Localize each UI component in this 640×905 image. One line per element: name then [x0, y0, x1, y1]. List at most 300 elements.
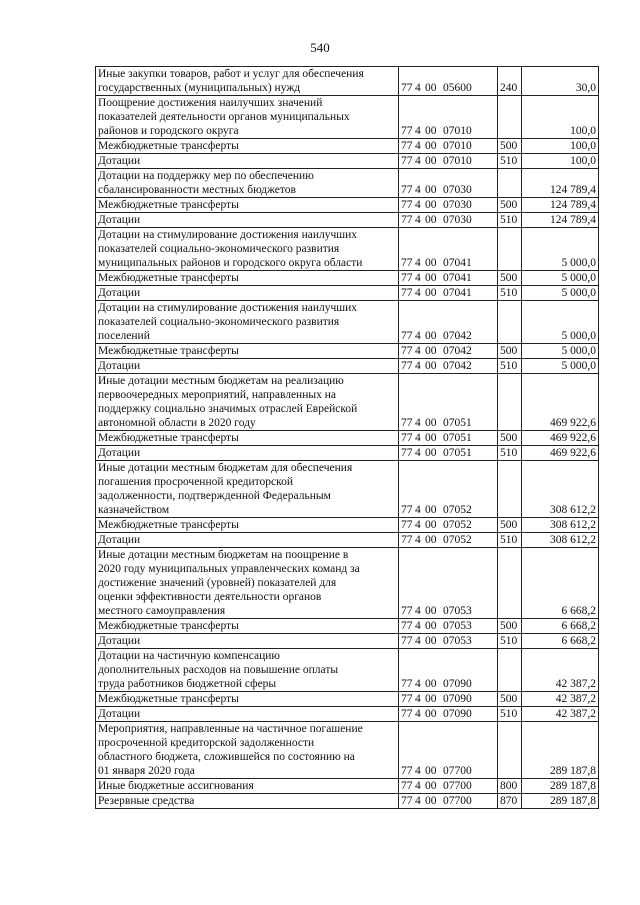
row-name	[96, 548, 399, 619]
row-code	[399, 518, 498, 533]
row-name-line: Иные дотации местным бюджетам на поощрение в	[98, 549, 349, 561]
row-code-part: 4	[415, 272, 421, 284]
row-code-part: 4	[415, 360, 421, 372]
table-row	[96, 344, 599, 359]
row-name	[96, 446, 399, 461]
row-code-part: 07042	[443, 330, 472, 342]
row-sum: 5 000,0	[522, 271, 599, 286]
row-code-part: 00	[425, 345, 437, 357]
row-code-part: 07030	[443, 199, 472, 211]
row-name-line: достижение значений (уровней) показателей для	[98, 577, 337, 589]
table-row	[96, 619, 599, 634]
table-row	[96, 286, 599, 301]
row-name-line: Иные бюджетные ассигнования	[98, 780, 254, 792]
row-sum: 6 668,2	[522, 548, 599, 619]
row-name-line: Межбюджетные трансферты	[98, 432, 239, 444]
row-code-part: 77	[401, 795, 413, 807]
row-code-part: 77	[401, 184, 413, 196]
table-row	[96, 169, 599, 198]
row-code-part: 07041	[443, 257, 472, 269]
row-name-line: показателей социально-экономического развития	[98, 243, 340, 255]
row-code-part: 07090	[443, 693, 472, 705]
row-name-line: областного бюджета, сложившейся по состоянию на	[98, 751, 355, 763]
row-sum: 5 000,0	[522, 359, 599, 374]
row-code-part: 00	[425, 214, 437, 226]
row-name-line: Дотации	[98, 214, 141, 226]
row-code-part: 00	[425, 765, 437, 777]
row-code-part: 4	[415, 184, 421, 196]
row-code	[399, 359, 498, 374]
row-name-line: просроченной кредиторской задолженности	[98, 737, 315, 749]
row-expense-type	[498, 548, 522, 619]
row-expense-type: 870	[498, 794, 522, 809]
row-name	[96, 692, 399, 707]
row-name-line: Дотации	[98, 155, 141, 167]
row-code-part: 07051	[443, 432, 472, 444]
row-code-part: 07053	[443, 620, 472, 632]
table-row	[96, 518, 599, 533]
row-code-part: 4	[415, 519, 421, 531]
row-name	[96, 619, 399, 634]
row-code-part: 77	[401, 155, 413, 167]
row-code-part: 07090	[443, 708, 472, 720]
budget-table-body	[96, 67, 599, 809]
row-name	[96, 67, 399, 96]
row-code-part: 4	[415, 257, 421, 269]
row-code-part: 77	[401, 287, 413, 299]
row-expense-type: 500	[498, 619, 522, 634]
row-code-part: 00	[425, 330, 437, 342]
row-expense-type: 510	[498, 286, 522, 301]
row-name	[96, 461, 399, 518]
row-code	[399, 344, 498, 359]
row-code-part: 07042	[443, 345, 472, 357]
row-name	[96, 228, 399, 271]
row-expense-type: 240	[498, 67, 522, 96]
row-expense-type: 500	[498, 139, 522, 154]
table-row	[96, 707, 599, 722]
row-code-part: 00	[425, 155, 437, 167]
row-sum: 469 922,6	[522, 431, 599, 446]
row-sum: 469 922,6	[522, 446, 599, 461]
row-code-part: 4	[415, 82, 421, 94]
row-name	[96, 518, 399, 533]
row-code	[399, 374, 498, 431]
row-name-line: погашения просроченной кредиторской	[98, 476, 294, 488]
row-code-part: 77	[401, 620, 413, 632]
row-code-part: 4	[415, 447, 421, 459]
row-code-part: 77	[401, 257, 413, 269]
row-sum: 5 000,0	[522, 344, 599, 359]
row-sum: 5 000,0	[522, 286, 599, 301]
row-code-part: 4	[415, 214, 421, 226]
row-code-part: 00	[425, 199, 437, 211]
row-name	[96, 169, 399, 198]
row-name-line: сбалансированности местных бюджетов	[98, 184, 296, 196]
table-row	[96, 374, 599, 431]
row-name-line: Дотации	[98, 447, 141, 459]
row-name	[96, 139, 399, 154]
row-code-part: 4	[415, 620, 421, 632]
row-name-line: государственных (муниципальных) нужд	[98, 82, 301, 94]
row-name-line: труда работников бюджетной сферы	[98, 678, 277, 690]
row-name	[96, 359, 399, 374]
row-sum: 308 612,2	[522, 533, 599, 548]
table-row	[96, 692, 599, 707]
row-name	[96, 794, 399, 809]
row-expense-type: 510	[498, 707, 522, 722]
row-expense-type	[498, 301, 522, 344]
row-sum: 100,0	[522, 154, 599, 169]
table-row	[96, 139, 599, 154]
row-code-part: 00	[425, 534, 437, 546]
row-code-part: 4	[415, 155, 421, 167]
row-name	[96, 374, 399, 431]
row-code-part: 00	[425, 620, 437, 632]
row-code	[399, 722, 498, 779]
row-sum: 42 387,2	[522, 692, 599, 707]
row-code	[399, 154, 498, 169]
row-code	[399, 649, 498, 692]
row-code	[399, 461, 498, 518]
row-name	[96, 286, 399, 301]
table-row	[96, 271, 599, 286]
row-name-line: муниципальных районов и городского округа области	[98, 257, 363, 269]
row-code-part: 4	[415, 140, 421, 152]
row-code	[399, 228, 498, 271]
row-name-line: Дотации	[98, 360, 141, 372]
row-code-part: 00	[425, 82, 437, 94]
row-sum: 469 922,6	[522, 374, 599, 431]
row-sum: 289 187,8	[522, 779, 599, 794]
row-code-part: 07051	[443, 447, 472, 459]
row-name-line: Дотации на стимулирование достижения наилучших	[98, 229, 358, 241]
row-code-part: 00	[425, 447, 437, 459]
row-expense-type	[498, 228, 522, 271]
row-code-part: 07030	[443, 214, 472, 226]
row-code	[399, 139, 498, 154]
table-row	[96, 359, 599, 374]
row-code-part: 77	[401, 417, 413, 429]
table-row	[96, 198, 599, 213]
row-expense-type: 500	[498, 344, 522, 359]
row-name	[96, 96, 399, 139]
row-name-line: Мероприятия, направленные на частичное погашение	[98, 723, 363, 735]
row-code-part: 07052	[443, 504, 472, 516]
row-expense-type	[498, 649, 522, 692]
row-name	[96, 301, 399, 344]
row-code-part: 07090	[443, 678, 472, 690]
row-name-line: поселений	[98, 330, 150, 342]
row-name-line: дополнительных расходов на повышение оплаты	[98, 664, 339, 676]
row-expense-type: 500	[498, 271, 522, 286]
row-name-line: Резервные средства	[98, 795, 195, 807]
row-name-line: первоочередных мероприятий, направленных на	[98, 389, 336, 401]
row-code-part: 77	[401, 330, 413, 342]
row-name	[96, 533, 399, 548]
row-expense-type: 510	[498, 154, 522, 169]
row-code-part: 4	[415, 199, 421, 211]
row-code-part: 07010	[443, 140, 472, 152]
budget-table	[95, 66, 599, 809]
row-name	[96, 722, 399, 779]
row-code-part: 77	[401, 635, 413, 647]
row-name-line: оценки эффективности деятельности органов	[98, 591, 322, 603]
row-code-part: 00	[425, 693, 437, 705]
row-code-part: 4	[415, 678, 421, 690]
row-code-part: 00	[425, 678, 437, 690]
row-name-line: показателей деятельности органов муниципальных	[98, 111, 350, 123]
row-name-line: Межбюджетные трансферты	[98, 272, 239, 284]
table-row	[96, 548, 599, 619]
row-sum: 100,0	[522, 96, 599, 139]
row-sum: 308 612,2	[522, 461, 599, 518]
row-expense-type: 500	[498, 518, 522, 533]
row-expense-type: 800	[498, 779, 522, 794]
row-code-part: 4	[415, 330, 421, 342]
row-name	[96, 634, 399, 649]
row-code-part: 4	[415, 605, 421, 617]
row-sum: 6 668,2	[522, 634, 599, 649]
row-code-part: 4	[415, 504, 421, 516]
row-code-part: 77	[401, 534, 413, 546]
row-code	[399, 169, 498, 198]
row-code	[399, 271, 498, 286]
table-row	[96, 431, 599, 446]
row-expense-type: 510	[498, 533, 522, 548]
row-name-line: Дотации на частичную компенсацию	[98, 650, 280, 662]
row-name	[96, 271, 399, 286]
row-code	[399, 692, 498, 707]
row-code-part: 00	[425, 360, 437, 372]
row-code-part: 77	[401, 765, 413, 777]
row-code-part: 4	[415, 417, 421, 429]
row-code-part: 00	[425, 272, 437, 284]
row-expense-type	[498, 461, 522, 518]
row-name	[96, 154, 399, 169]
row-expense-type	[498, 169, 522, 198]
table-row	[96, 794, 599, 809]
row-name-line: поддержку социально значимых отраслей Еврейской	[98, 403, 358, 415]
row-code-part: 77	[401, 519, 413, 531]
table-row	[96, 301, 599, 344]
row-name-line: Дотации	[98, 534, 141, 546]
row-code-part: 07700	[443, 795, 472, 807]
row-code-part: 07030	[443, 184, 472, 196]
row-code	[399, 634, 498, 649]
row-sum: 5 000,0	[522, 228, 599, 271]
row-sum: 6 668,2	[522, 619, 599, 634]
row-code-part: 77	[401, 447, 413, 459]
row-name-line: казначейством	[98, 504, 170, 516]
row-code-part: 77	[401, 140, 413, 152]
row-code-part: 00	[425, 432, 437, 444]
row-code	[399, 96, 498, 139]
row-code-part: 4	[415, 780, 421, 792]
row-name-line: местного самоуправления	[98, 605, 226, 617]
row-code-part: 00	[425, 417, 437, 429]
row-code-part: 07010	[443, 125, 472, 137]
row-code-part: 77	[401, 605, 413, 617]
row-code-part: 00	[425, 504, 437, 516]
row-expense-type	[498, 722, 522, 779]
row-code-part: 07042	[443, 360, 472, 372]
table-row	[96, 67, 599, 96]
row-code-part: 77	[401, 708, 413, 720]
row-code-part: 77	[401, 345, 413, 357]
row-name-line: Дотации на поддержку мер по обеспечению	[98, 170, 314, 182]
row-code-part: 07041	[443, 272, 472, 284]
row-name-line: Межбюджетные трансферты	[98, 345, 239, 357]
row-sum: 124 789,4	[522, 169, 599, 198]
row-name	[96, 779, 399, 794]
row-code-part: 07052	[443, 534, 472, 546]
row-expense-type: 500	[498, 692, 522, 707]
row-sum: 124 789,4	[522, 213, 599, 228]
row-expense-type: 510	[498, 359, 522, 374]
row-code-part: 07053	[443, 605, 472, 617]
row-name-line: задолженности, подтвержденной Федеральным	[98, 490, 331, 502]
row-code-part: 77	[401, 693, 413, 705]
row-sum: 289 187,8	[522, 722, 599, 779]
row-code-part: 00	[425, 287, 437, 299]
row-expense-type	[498, 374, 522, 431]
row-sum: 42 387,2	[522, 707, 599, 722]
row-sum: 100,0	[522, 139, 599, 154]
row-code-part: 05600	[443, 82, 472, 94]
row-name	[96, 707, 399, 722]
row-expense-type: 500	[498, 198, 522, 213]
row-name	[96, 198, 399, 213]
table-row	[96, 649, 599, 692]
row-code	[399, 707, 498, 722]
row-code-part: 00	[425, 125, 437, 137]
row-code	[399, 533, 498, 548]
row-name-line: районов и городского округа	[98, 125, 239, 137]
row-code-part: 77	[401, 272, 413, 284]
table-row	[96, 461, 599, 518]
page-number: 540	[310, 40, 330, 55]
row-code-part: 00	[425, 708, 437, 720]
row-code-part: 00	[425, 519, 437, 531]
row-name	[96, 344, 399, 359]
row-name	[96, 431, 399, 446]
row-code-part: 77	[401, 780, 413, 792]
row-code	[399, 198, 498, 213]
row-code-part: 07700	[443, 780, 472, 792]
row-name-line: 2020 году муниципальных управленческих команд за	[98, 563, 360, 575]
row-code-part: 77	[401, 504, 413, 516]
row-sum: 308 612,2	[522, 518, 599, 533]
row-sum: 124 789,4	[522, 198, 599, 213]
row-code-part: 07053	[443, 635, 472, 647]
row-code-part: 4	[415, 287, 421, 299]
row-name-line: Иные дотации местным бюджетам на реализацию	[98, 375, 344, 387]
row-sum: 289 187,8	[522, 794, 599, 809]
table-row	[96, 634, 599, 649]
row-name-line: Межбюджетные трансферты	[98, 519, 239, 531]
row-code-part: 4	[415, 635, 421, 647]
row-code-part: 77	[401, 82, 413, 94]
row-code-part: 00	[425, 184, 437, 196]
row-code-part: 4	[415, 795, 421, 807]
row-name-line: автономной области в 2020 году	[98, 417, 256, 429]
row-code-part: 4	[415, 534, 421, 546]
row-code-part: 77	[401, 199, 413, 211]
row-code	[399, 67, 498, 96]
row-code	[399, 548, 498, 619]
row-code-part: 77	[401, 432, 413, 444]
table-row	[96, 213, 599, 228]
row-code-part: 00	[425, 635, 437, 647]
row-sum: 30,0	[522, 67, 599, 96]
table-row	[96, 779, 599, 794]
row-name-line: Иные дотации местным бюджетам для обеспечения	[98, 462, 353, 474]
row-name	[96, 213, 399, 228]
table-row	[96, 446, 599, 461]
row-name-line: Дотации	[98, 635, 141, 647]
row-sum: 5 000,0	[522, 301, 599, 344]
table-row	[96, 154, 599, 169]
row-code	[399, 431, 498, 446]
table-row	[96, 533, 599, 548]
row-code-part: 77	[401, 678, 413, 690]
row-expense-type: 510	[498, 213, 522, 228]
row-code-part: 00	[425, 140, 437, 152]
row-code	[399, 794, 498, 809]
row-name-line: Поощрение достижения наилучших значений	[98, 97, 323, 109]
row-code-part: 4	[415, 708, 421, 720]
row-code-part: 07010	[443, 155, 472, 167]
row-name-line: Иные закупки товаров, работ и услуг для обеспечения	[98, 68, 364, 80]
row-name-line: Межбюджетные трансферты	[98, 199, 239, 211]
row-expense-type: 500	[498, 431, 522, 446]
row-name-line: Дотации	[98, 287, 141, 299]
row-name-line: Межбюджетные трансферты	[98, 140, 239, 152]
row-code-part: 4	[415, 345, 421, 357]
row-code-part: 00	[425, 605, 437, 617]
row-code-part: 07041	[443, 287, 472, 299]
row-sum: 42 387,2	[522, 649, 599, 692]
row-name-line: Межбюджетные трансферты	[98, 620, 239, 632]
row-code-part: 4	[415, 765, 421, 777]
row-name-line: Дотации на стимулирование достижения наилучших	[98, 302, 358, 314]
row-code	[399, 446, 498, 461]
table-row	[96, 96, 599, 139]
row-code-part: 4	[415, 432, 421, 444]
table-row	[96, 722, 599, 779]
row-code	[399, 213, 498, 228]
row-name-line: показателей социально-экономического развития	[98, 316, 340, 328]
row-code-part: 00	[425, 795, 437, 807]
row-code-part: 77	[401, 125, 413, 137]
row-code	[399, 619, 498, 634]
row-code	[399, 286, 498, 301]
row-code-part: 00	[425, 780, 437, 792]
row-code-part: 77	[401, 360, 413, 372]
row-name-line: 01 января 2020 года	[98, 765, 195, 777]
row-code-part: 00	[425, 257, 437, 269]
row-code-part: 07700	[443, 765, 472, 777]
table-row	[96, 228, 599, 271]
row-name-line: Межбюджетные трансферты	[98, 693, 239, 705]
row-name	[96, 649, 399, 692]
row-code	[399, 301, 498, 344]
row-code-part: 4	[415, 125, 421, 137]
row-code	[399, 779, 498, 794]
row-code-part: 4	[415, 693, 421, 705]
row-code-part: 07052	[443, 519, 472, 531]
